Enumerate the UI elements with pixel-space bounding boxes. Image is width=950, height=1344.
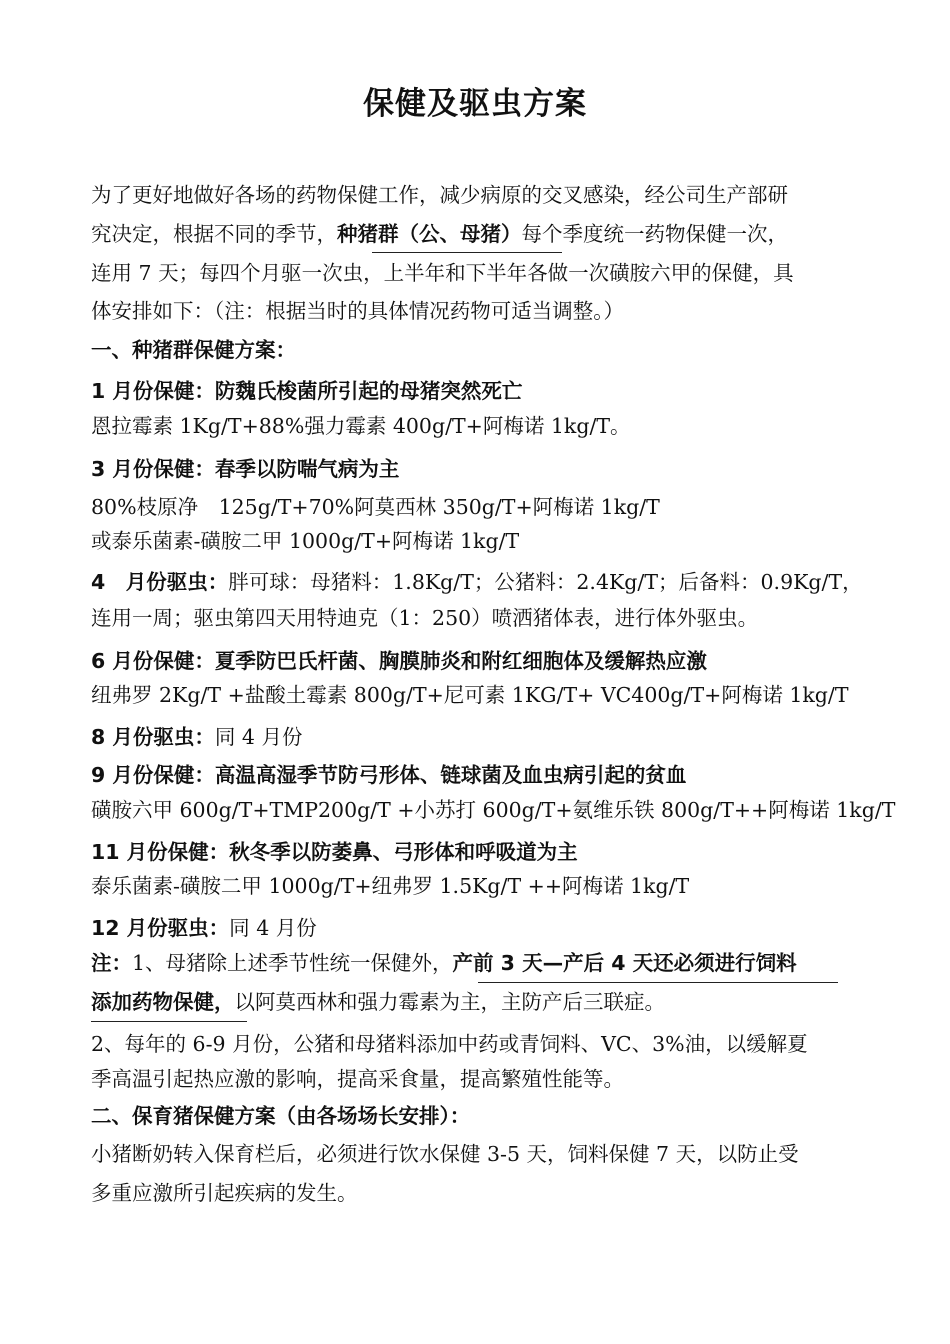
nov-heading bbox=[91, 837, 578, 867]
apr-prescription-1: 胖可球：母猪料：1.8Kg/T；公猪料：2.4Kg/T；后备料：0.9Kg/T， bbox=[228, 570, 863, 594]
note-line-1 bbox=[91, 948, 797, 978]
month-topic: 防魏氏梭菌所引起的母猪突然死亡 bbox=[214, 379, 523, 403]
intro-line-2 bbox=[91, 219, 788, 249]
breeding-herd-label: 种猪群（公、母猪） bbox=[337, 222, 522, 246]
month-label: 8 月份驱虫： bbox=[91, 725, 215, 749]
intro-line-3: 连用 7 天；每四个月驱一次虫，上半年和下半年各做一次磺胺六甲的保健，具 bbox=[91, 261, 794, 285]
apr-prescription-2: 连用一周；驱虫第四天用特迪克（1：250）喷洒猪体表，进行体外驱虫。 bbox=[91, 606, 759, 630]
note-text: 1、母猪除上述季节性统一保健外， bbox=[132, 951, 453, 975]
intro-text: 究决定，根据不同的季节， bbox=[91, 222, 337, 246]
month-label: 6 月份保健： bbox=[91, 649, 215, 673]
page-title: 保健及驱虫方案 bbox=[363, 86, 587, 122]
note-line-2 bbox=[91, 987, 665, 1017]
nov-prescription: 泰乐菌素-磺胺二甲 1000g/T+纽弗罗 1.5Kg/T ++阿梅诺 1kg/T bbox=[91, 874, 690, 898]
note-line-4: 季高温引起热应激的影响，提高采食量，提高繁殖性能等。 bbox=[91, 1067, 624, 1091]
month-topic: 春季以防喘气病为主 bbox=[214, 457, 400, 481]
month-topic: 高温高湿季节防弓形体、链球菌及血虫病引起的贫血 bbox=[214, 763, 687, 787]
aug-text: 同 4 月份 bbox=[214, 725, 303, 749]
sep-heading bbox=[91, 760, 686, 790]
underline-rule bbox=[372, 252, 562, 253]
note-emphasis: 产前 3 天—产后 4 天还必须进行饲料 bbox=[452, 951, 797, 975]
month-label: 3 月份保健： bbox=[91, 457, 215, 481]
dec-text: 同 4 月份 bbox=[229, 916, 317, 940]
month-label: 4 月份驱虫： bbox=[91, 570, 229, 594]
note-emphasis: 添加药物保健， bbox=[91, 990, 235, 1014]
dec-heading bbox=[91, 913, 317, 943]
mar-prescription-1: 80%枝原净 125g/T+70%阿莫西林 350g/T+阿梅诺 1kg/T bbox=[91, 495, 660, 519]
apr-heading bbox=[91, 567, 863, 597]
month-topic: 夏季防巴氏杆菌、胸膜肺炎和附红细胞体及缓解热应激 bbox=[214, 649, 707, 673]
intro-text: 每个季度统一药物保健一次， bbox=[521, 222, 788, 246]
aug-heading bbox=[91, 722, 302, 752]
note-label: 注： bbox=[91, 951, 132, 975]
sep-prescription: 磺胺六甲 600g/T+TMP200g/T +小苏打 600g/T+氨维乐铁 800g/T++阿梅诺 1kg/T bbox=[91, 798, 896, 822]
mar-heading bbox=[91, 454, 399, 484]
month-topic: 秋冬季以防萎鼻、弓形体和呼吸道为主 bbox=[229, 840, 578, 864]
intro-line-1: 为了更好地做好各场的药物保健工作，减少病原的交叉感染，经公司生产部研 bbox=[91, 183, 788, 207]
jun-heading bbox=[91, 646, 707, 676]
jan-prescription: 恩拉霉素 1Kg/T+88%强力霉素 400g/T+阿梅诺 1kg/T。 bbox=[91, 414, 631, 438]
section-2-heading: 二、保育猪保健方案（由各场场长安排）： bbox=[91, 1104, 471, 1128]
mar-prescription-2: 或泰乐菌素-磺胺二甲 1000g/T+阿梅诺 1kg/T bbox=[91, 529, 520, 553]
underline-rule bbox=[91, 1021, 247, 1022]
note-line-3: 2、每年的 6-9 月份，公猪和母猪料添加中药或青饲料、VC、3%油，以缓解夏 bbox=[91, 1032, 808, 1056]
jan-heading bbox=[91, 376, 522, 406]
month-label: 12 月份驱虫： bbox=[91, 916, 230, 940]
month-label: 9 月份保健： bbox=[91, 763, 215, 787]
section-2-line-1: 小猪断奶转入保育栏后，必须进行饮水保健 3-5 天，饲料保健 7 天，以防止受 bbox=[91, 1142, 799, 1166]
intro-line-4: 体安排如下：（注：根据当时的具体情况药物可适当调整。） bbox=[91, 299, 624, 323]
note-text: 以阿莫西林和强力霉素为主，主防产后三联症。 bbox=[234, 990, 665, 1014]
section-1-heading: 一、种猪群保健方案： bbox=[91, 338, 296, 362]
month-label: 11 月份保健： bbox=[91, 840, 230, 864]
section-2-line-2: 多重应激所引起疾病的发生。 bbox=[91, 1181, 358, 1205]
underline-rule bbox=[478, 982, 838, 983]
month-label: 1 月份保健： bbox=[91, 379, 215, 403]
jun-prescription: 纽弗罗 2Kg/T +盐酸土霉素 800g/T+尼可素 1KG/T+ VC400g/T+阿梅诺 1kg/T bbox=[91, 683, 849, 707]
